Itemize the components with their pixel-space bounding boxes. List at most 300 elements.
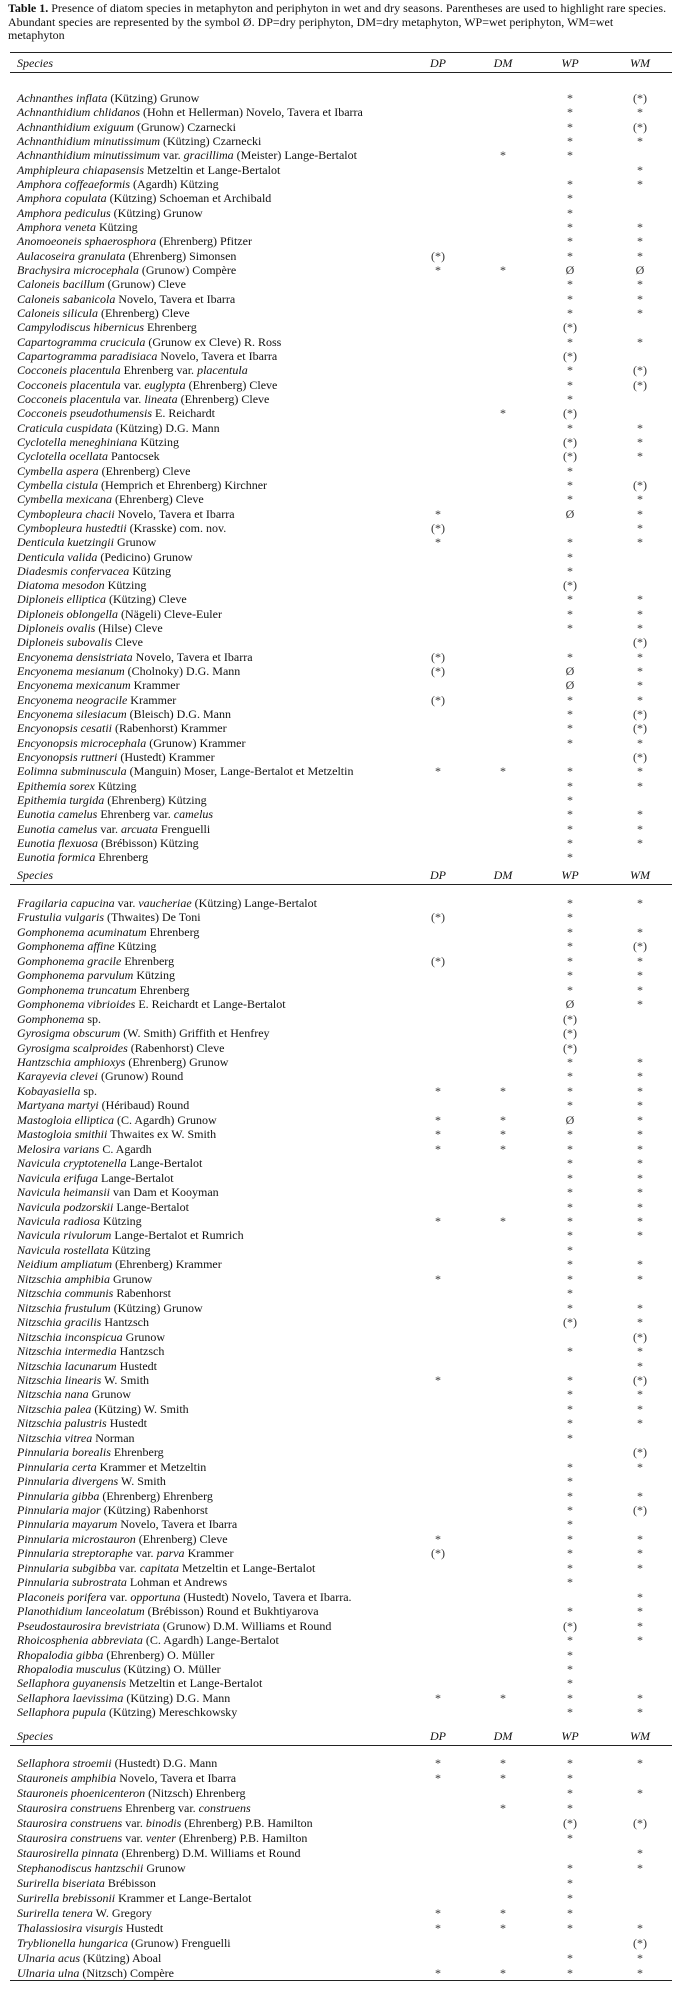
column-header-wm: WM: [630, 56, 650, 70]
species-authority: (Grunow ex Cleve) R. Ross: [145, 334, 282, 349]
presence-mark-wp: *: [567, 1286, 573, 1301]
column-header-wp: WP: [561, 868, 579, 882]
presence-mark-wm: *: [637, 234, 643, 249]
species-epithet: Denticula valida: [17, 549, 98, 564]
species-authority: (Brébisson) Round et Bukhtiyarova: [144, 1604, 319, 1619]
presence-mark-wp: (*): [563, 1816, 577, 1830]
table-row: [10, 1416, 672, 1430]
species-name: [17, 1416, 147, 1430]
table-body: [10, 1746, 672, 1981]
presence-mark-dm: *: [500, 406, 506, 421]
species-name: [17, 1084, 97, 1098]
presence-mark-wp: *: [567, 1560, 573, 1575]
species-epithet: Nitzschia lacunarum: [17, 1358, 117, 1373]
species-authority: (Meister) Lange-Bertalot: [233, 148, 357, 163]
species-authority: var.: [132, 1546, 157, 1561]
species-epithet: Diploneis elliptica: [17, 592, 106, 607]
table-row: [10, 822, 672, 836]
table-row: [10, 363, 672, 377]
table-row: [10, 650, 672, 664]
species-authority: (Kützing) Grunow: [110, 205, 203, 220]
presence-mark-wp: (*): [563, 1618, 577, 1633]
presence-mark-dp: *: [435, 1141, 441, 1156]
table-row: [10, 1055, 672, 1069]
species-name: [17, 1846, 301, 1861]
species-authority: van Dam et Kooyman: [110, 1185, 219, 1200]
species-authority: Kützing: [95, 219, 138, 234]
species-epithet: Pinnularia major: [17, 1503, 101, 1518]
species-name: [17, 263, 236, 277]
presence-mark-dp: *: [435, 1690, 441, 1705]
presence-mark-wp: Ø: [565, 678, 575, 693]
table-row: [10, 939, 672, 953]
presence-mark-wp: *: [567, 735, 573, 750]
presence-mark-wm: (*): [633, 1503, 647, 1518]
presence-mark-wm: *: [637, 621, 643, 636]
species-authority: C. Agardh: [99, 1141, 152, 1156]
species-epithet: Cymbella mexicana: [17, 492, 112, 507]
species-name: [17, 721, 227, 735]
table-row: [10, 292, 672, 306]
species-epithet: Rhoicosphenia abbreviata: [17, 1633, 143, 1648]
presence-mark-dm: *: [500, 1690, 506, 1705]
species-name: [17, 1546, 234, 1560]
species-name: [17, 1561, 315, 1575]
species-name: [17, 1156, 202, 1170]
species-epithet: Nitzschia intermedia: [17, 1344, 117, 1359]
presence-mark-wp: *: [567, 1387, 573, 1402]
species-epithet: Sellaphora guyanensis: [17, 1676, 126, 1691]
presence-mark-wm: *: [637, 1257, 643, 1272]
species-name: [17, 1286, 171, 1300]
species-epithet: Eunotia camelus: [17, 807, 98, 822]
presence-mark-wp: *: [567, 1228, 573, 1243]
species-authority: (Hemprich et Ehrenberg) Kirchner: [98, 477, 268, 492]
species-epithet: Encyonema neogracile: [17, 692, 128, 707]
species-authority: Frenguelli: [157, 821, 211, 836]
species-epithet: Cocconeis placentula: [17, 363, 121, 378]
species-epithet: arcuata: [121, 821, 158, 836]
presence-mark-wp: *: [567, 477, 573, 492]
species-authority: (Héribaud) Round: [98, 1098, 190, 1113]
presence-mark-wp: *: [567, 1416, 573, 1431]
table-row: [10, 406, 672, 420]
species-authority: (Grunow) Round: [97, 1069, 184, 1084]
column-header-wm: WM: [630, 1729, 650, 1743]
species-name: [17, 1532, 228, 1546]
column-header-dm: DM: [493, 868, 513, 882]
presence-mark-wp: *: [567, 850, 573, 865]
presence-mark-wm: *: [637, 434, 643, 449]
presence-mark-wp: *: [567, 807, 573, 822]
table-row: [10, 234, 672, 248]
species-name: [17, 1604, 319, 1618]
species-name: [17, 1771, 236, 1786]
species-name: [17, 910, 201, 924]
species-name: [17, 779, 137, 793]
table-row: [10, 807, 672, 821]
table-row: [10, 91, 672, 105]
species-epithet: parva: [156, 1546, 185, 1561]
species-authority: W. Smith: [118, 1474, 166, 1489]
table-row: [10, 997, 672, 1011]
species-epithet: Gomphonema vibrioides: [17, 997, 136, 1012]
presence-mark-wm: *: [637, 1690, 643, 1705]
species-authority: Ehrenberg var.: [97, 807, 174, 822]
presence-mark-wm: *: [637, 1083, 643, 1098]
presence-mark-dp: *: [435, 1756, 441, 1770]
presence-mark-wp: *: [567, 563, 573, 578]
presence-mark-wp: *: [567, 1401, 573, 1416]
presence-mark-wm: *: [637, 1315, 643, 1330]
species-epithet: Pseudostaurosira brevistriata: [17, 1618, 160, 1633]
table-row: [10, 1171, 672, 1185]
species-authority: Lohman et Andrews: [126, 1575, 228, 1590]
table-row: [10, 277, 672, 291]
presence-mark-wp: *: [567, 1921, 573, 1935]
species-authority: (Kützing) Cleve: [106, 592, 187, 607]
species-epithet: Cyclotella ocellata: [17, 449, 108, 464]
presence-mark-wm: *: [637, 1112, 643, 1127]
species-name: [17, 1330, 165, 1344]
presence-mark-wm: *: [637, 1589, 643, 1604]
table-row: [10, 120, 672, 134]
column-header-dm: DM: [493, 1729, 513, 1743]
presence-mark-wm: *: [637, 764, 643, 779]
species-epithet: Tryblionella hungarica: [17, 1936, 128, 1950]
species-authority: Ehrenberg: [95, 850, 149, 865]
table-row: [10, 1460, 672, 1474]
species-epithet: Pinnularia subrostrata: [17, 1575, 127, 1590]
presence-mark-wm: *: [637, 1546, 643, 1561]
presence-mark-wp: *: [567, 968, 573, 983]
presence-mark-wp: *: [567, 1488, 573, 1503]
table-row: [10, 1619, 672, 1633]
presence-mark-wm: *: [637, 678, 643, 693]
species-name: [17, 1691, 230, 1705]
table-row: [10, 896, 672, 910]
species-authority: (Grunow) D.M. Williams et Round: [159, 1618, 332, 1633]
species-name: [17, 492, 204, 506]
species-authority: Brébisson: [104, 1876, 156, 1890]
species-name: [17, 621, 163, 635]
species-name: [17, 1966, 174, 1981]
presence-mark-wp: *: [567, 1372, 573, 1387]
table-row: [10, 1951, 672, 1966]
presence-mark-dp: (*): [431, 649, 445, 664]
table-row: [10, 177, 672, 191]
species-authority: (Kützing) D.G. Mann: [123, 1690, 231, 1705]
species-name: [17, 1906, 152, 1921]
presence-mark-wp: *: [567, 1474, 573, 1489]
species-authority: (Grunow) Czarnecki: [133, 119, 236, 134]
species-epithet: euglypta: [144, 377, 186, 392]
presence-mark-dp: *: [435, 1127, 441, 1142]
species-name: [17, 191, 271, 205]
presence-mark-dp: (*): [431, 664, 445, 679]
species-authority: (Grunow) Cleve: [104, 277, 186, 292]
table-row: [10, 1966, 672, 1981]
presence-mark-wm: *: [637, 896, 643, 910]
presence-mark-wp: *: [567, 1170, 573, 1185]
species-authority: Ehrenberg: [136, 982, 190, 997]
species-epithet: Sellaphora stroemii: [17, 1756, 112, 1770]
species-authority: Hantzsch: [101, 1315, 149, 1330]
presence-mark-wp: *: [567, 1966, 573, 1980]
presence-mark-wm: *: [637, 1786, 643, 1800]
species-authority: (Ehrenberg) Kützing: [104, 793, 207, 808]
species-name: [17, 1876, 156, 1891]
species-epithet: Diadesmis confervacea: [17, 563, 130, 578]
species-name: [17, 650, 253, 664]
species-name: [17, 478, 267, 492]
table-row: [10, 1445, 672, 1459]
species-epithet: Surirella biseriata: [17, 1876, 105, 1890]
species-name: [17, 521, 226, 535]
table-row: [10, 1489, 672, 1503]
presence-mark-wp: (*): [563, 434, 577, 449]
species-authority: Metzeltin et Lange-Bertalot: [179, 1560, 316, 1575]
species-epithet: Eunotia formica: [17, 850, 96, 865]
species-authority: (Thwaites) De Toni: [104, 910, 201, 925]
species-epithet: Navicula rivulorum: [17, 1228, 112, 1243]
species-epithet: Encyonema silesiacum: [17, 707, 127, 722]
species-epithet: Campylodiscus hibernicus: [17, 320, 144, 335]
presence-mark-wm: *: [637, 162, 643, 177]
species-name: [17, 1801, 251, 1816]
table-row: [10, 1936, 672, 1951]
species-name: [17, 954, 174, 968]
presence-mark-wp: *: [567, 1069, 573, 1084]
species-name: [17, 736, 246, 750]
presence-mark-wp: *: [567, 1185, 573, 1200]
species-authority: (Nitzsch) Compère: [79, 1966, 174, 1980]
presence-mark-wm: *: [637, 1170, 643, 1185]
species-authority: (Ehrenberg) Pfitzer: [156, 234, 252, 249]
presence-mark-wp: *: [567, 778, 573, 793]
species-authority: (Ehrenberg) Simonsen: [125, 248, 237, 263]
presence-mark-wm: *: [637, 133, 643, 148]
species-name: [17, 925, 199, 939]
species-epithet: Navicula rostellata: [17, 1242, 109, 1257]
table-row: [10, 578, 672, 592]
species-name: [17, 320, 197, 334]
presence-mark-dm: *: [500, 1213, 506, 1228]
species-authority: (Hilse) Cleve: [95, 621, 163, 636]
presence-mark-wm: *: [637, 821, 643, 836]
species-name: [17, 896, 317, 910]
species-epithet: Brachysira microcephala: [17, 262, 139, 277]
table-row: [10, 492, 672, 506]
species-epithet: Caloneis sabanicola: [17, 291, 116, 306]
presence-mark-wp: *: [567, 1459, 573, 1474]
species-epithet: gracillima: [183, 148, 234, 163]
presence-mark-dp: *: [435, 1966, 441, 1980]
species-epithet: binodis: [145, 1816, 182, 1830]
presence-mark-dp: *: [435, 1213, 441, 1228]
species-authority: Novelo, Tavera et Ibarra: [115, 291, 236, 306]
species-epithet: Diploneis ovalis: [17, 621, 96, 636]
presence-mark-wm: *: [637, 1921, 643, 1935]
species-name: [17, 406, 215, 420]
species-epithet: Martyana martyi: [17, 1098, 99, 1113]
species-authority: (Bleisch) D.G. Mann: [126, 707, 231, 722]
species-epithet: Sellaphora laevissima: [17, 1690, 124, 1705]
table-row: [10, 910, 672, 924]
species-name: [17, 1619, 331, 1633]
presence-mark-wp: *: [567, 1242, 573, 1257]
species-epithet: Navicula heimansii: [17, 1185, 110, 1200]
species-epithet: Staurosira construens: [17, 1801, 123, 1815]
table-row: [10, 1012, 672, 1026]
presence-mark-wp: *: [567, 953, 573, 968]
caption-text: Presence of diatom species in metaphyton and periphyton in wet and dry seasons. Parentheses are used to highlight rare species. Abundant species are represented by the symbol Ø. DP=dry periphyton, DM=dry metaphyton, WP=wet periphyton, WM=wet metaphyton: [8, 1, 667, 42]
species-name: [17, 1891, 251, 1906]
presence-mark-wm: *: [637, 953, 643, 968]
species-authority: (Kützing) Lange-Bertalot: [191, 896, 317, 910]
presence-mark-wp: (*): [563, 320, 577, 335]
species-authority: (Manguin) Moser, Lange-Bertalot et Metzeltin: [126, 764, 354, 779]
species-epithet: Achnanthidium minutissimum: [17, 148, 160, 163]
species-name: [17, 234, 252, 248]
presence-mark-wp: *: [567, 305, 573, 320]
table-row: [10, 1041, 672, 1055]
table-row: [10, 1633, 672, 1647]
table-row: [10, 306, 672, 320]
presence-mark-wm: (*): [633, 721, 647, 736]
presence-mark-wp: *: [567, 910, 573, 925]
presence-mark-wm: (*): [633, 939, 647, 954]
species-epithet: Pinnularia borealis: [17, 1445, 111, 1460]
species-name: [17, 148, 357, 162]
table-row: [10, 983, 672, 997]
species-name: [17, 163, 280, 177]
presence-mark-dm: *: [500, 1921, 506, 1935]
presence-mark-wp: *: [567, 1199, 573, 1214]
table-label: Table 1.: [8, 1, 49, 15]
table-row: [10, 836, 672, 850]
presence-mark-wm: *: [637, 105, 643, 120]
species-authority: Kützing: [108, 1242, 151, 1257]
presence-mark-wm: *: [637, 606, 643, 621]
presence-mark-wm: *: [637, 1951, 643, 1965]
presence-mark-wm: *: [637, 1416, 643, 1431]
presence-mark-wm: *: [637, 334, 643, 349]
table-row: [10, 925, 672, 939]
species-name: [17, 1069, 183, 1083]
presence-mark-wp: *: [567, 924, 573, 939]
table-row: [10, 1301, 672, 1315]
table-row: [10, 134, 672, 148]
species-name: [17, 1786, 246, 1801]
presence-mark-dp: *: [435, 1112, 441, 1127]
species-name: [17, 1921, 163, 1936]
species-epithet: Eunotia camelus: [17, 821, 98, 836]
presence-mark-dp: *: [435, 1271, 441, 1286]
presence-mark-wp: *: [567, 1676, 573, 1691]
species-authority: var.: [160, 148, 184, 163]
table-body: [10, 885, 672, 1720]
presence-mark-wm: *: [637, 1459, 643, 1474]
species-name: [17, 134, 261, 148]
table-row: [10, 721, 672, 735]
presence-mark-wm: *: [637, 305, 643, 320]
species-authority: Krammer: [130, 678, 180, 693]
presence-mark-wp: *: [567, 1127, 573, 1142]
species-name: [17, 363, 248, 377]
presence-mark-wm: *: [637, 176, 643, 191]
species-epithet: Mastogloia smithii: [17, 1127, 108, 1142]
species-epithet: Fragilaria capucina: [17, 896, 115, 910]
presence-mark-wm: *: [637, 1185, 643, 1200]
table-section-1: [10, 52, 672, 865]
table-row: [10, 1891, 672, 1906]
species-authority: (Grunow) Compère: [138, 262, 237, 277]
species-authority: (Kützing) D.G. Mann: [112, 420, 220, 435]
presence-mark-dp: *: [435, 764, 441, 779]
species-authority: Metzeltin et Lange-Bertalot: [144, 162, 281, 177]
table-row: [10, 105, 672, 119]
species-authority: (Ehrenberg) O. Müller: [103, 1647, 215, 1662]
species-authority: (Kützing) Grunow: [110, 1300, 203, 1315]
species-name: [17, 939, 156, 953]
species-name: [17, 1041, 224, 1055]
presence-mark-wp: *: [567, 896, 573, 910]
species-name: [17, 1026, 270, 1040]
species-epithet: Amphora pediculus: [17, 205, 111, 220]
species-authority: (Kützing) Mereschkowsky: [106, 1705, 238, 1720]
species-authority: (Krasske) com. nov.: [126, 520, 227, 535]
presence-mark-wm: (*): [633, 1936, 647, 1950]
species-authority: (Rabenhorst) Krammer: [111, 721, 227, 736]
table-row: [10, 1026, 672, 1040]
table-row: [10, 1200, 672, 1214]
species-name: [17, 1517, 237, 1531]
presence-mark-wp: *: [567, 1344, 573, 1359]
presence-mark-wm: *: [637, 520, 643, 535]
table-row: [10, 1474, 672, 1488]
species-authority: (Kützing) Czarnecki: [160, 133, 262, 148]
species-authority: (Agardh) Kützing: [130, 176, 219, 191]
species-authority: Hantzsch: [116, 1344, 165, 1359]
table-row: [10, 1662, 672, 1676]
presence-mark-dp: (*): [431, 953, 445, 968]
presence-mark-dm: *: [500, 1141, 506, 1156]
species-name: [17, 793, 207, 807]
species-authority: Kützing: [94, 778, 137, 793]
species-epithet: capitata: [139, 1560, 180, 1575]
presence-mark-wp: *: [567, 1531, 573, 1546]
species-name: [17, 664, 240, 678]
species-name: [17, 1127, 216, 1141]
species-name: [17, 349, 277, 363]
presence-mark-wp: *: [567, 1054, 573, 1069]
species-authority: (Ehrenberg) Cleve: [185, 377, 278, 392]
species-name: [17, 678, 180, 692]
presence-mark-wm: *: [637, 924, 643, 939]
species-authority: (Hustedt) D.G. Mann: [111, 1756, 218, 1770]
species-authority: Hustedt: [122, 1921, 164, 1935]
species-name: [17, 120, 236, 134]
presence-mark-wp: *: [567, 1831, 573, 1845]
species-authority: Kützing: [104, 578, 147, 593]
species-epithet: Diatoma mesodon: [17, 578, 105, 593]
species-authority: E. Reichardt et Lange-Bertalot: [135, 997, 286, 1012]
species-epithet: Stauroneis amphibia: [17, 1771, 117, 1785]
presence-mark-wm: *: [637, 420, 643, 435]
species-epithet: Cocconeis placentula: [17, 377, 121, 392]
species-epithet: Planothidium lanceolatum: [17, 1604, 145, 1619]
